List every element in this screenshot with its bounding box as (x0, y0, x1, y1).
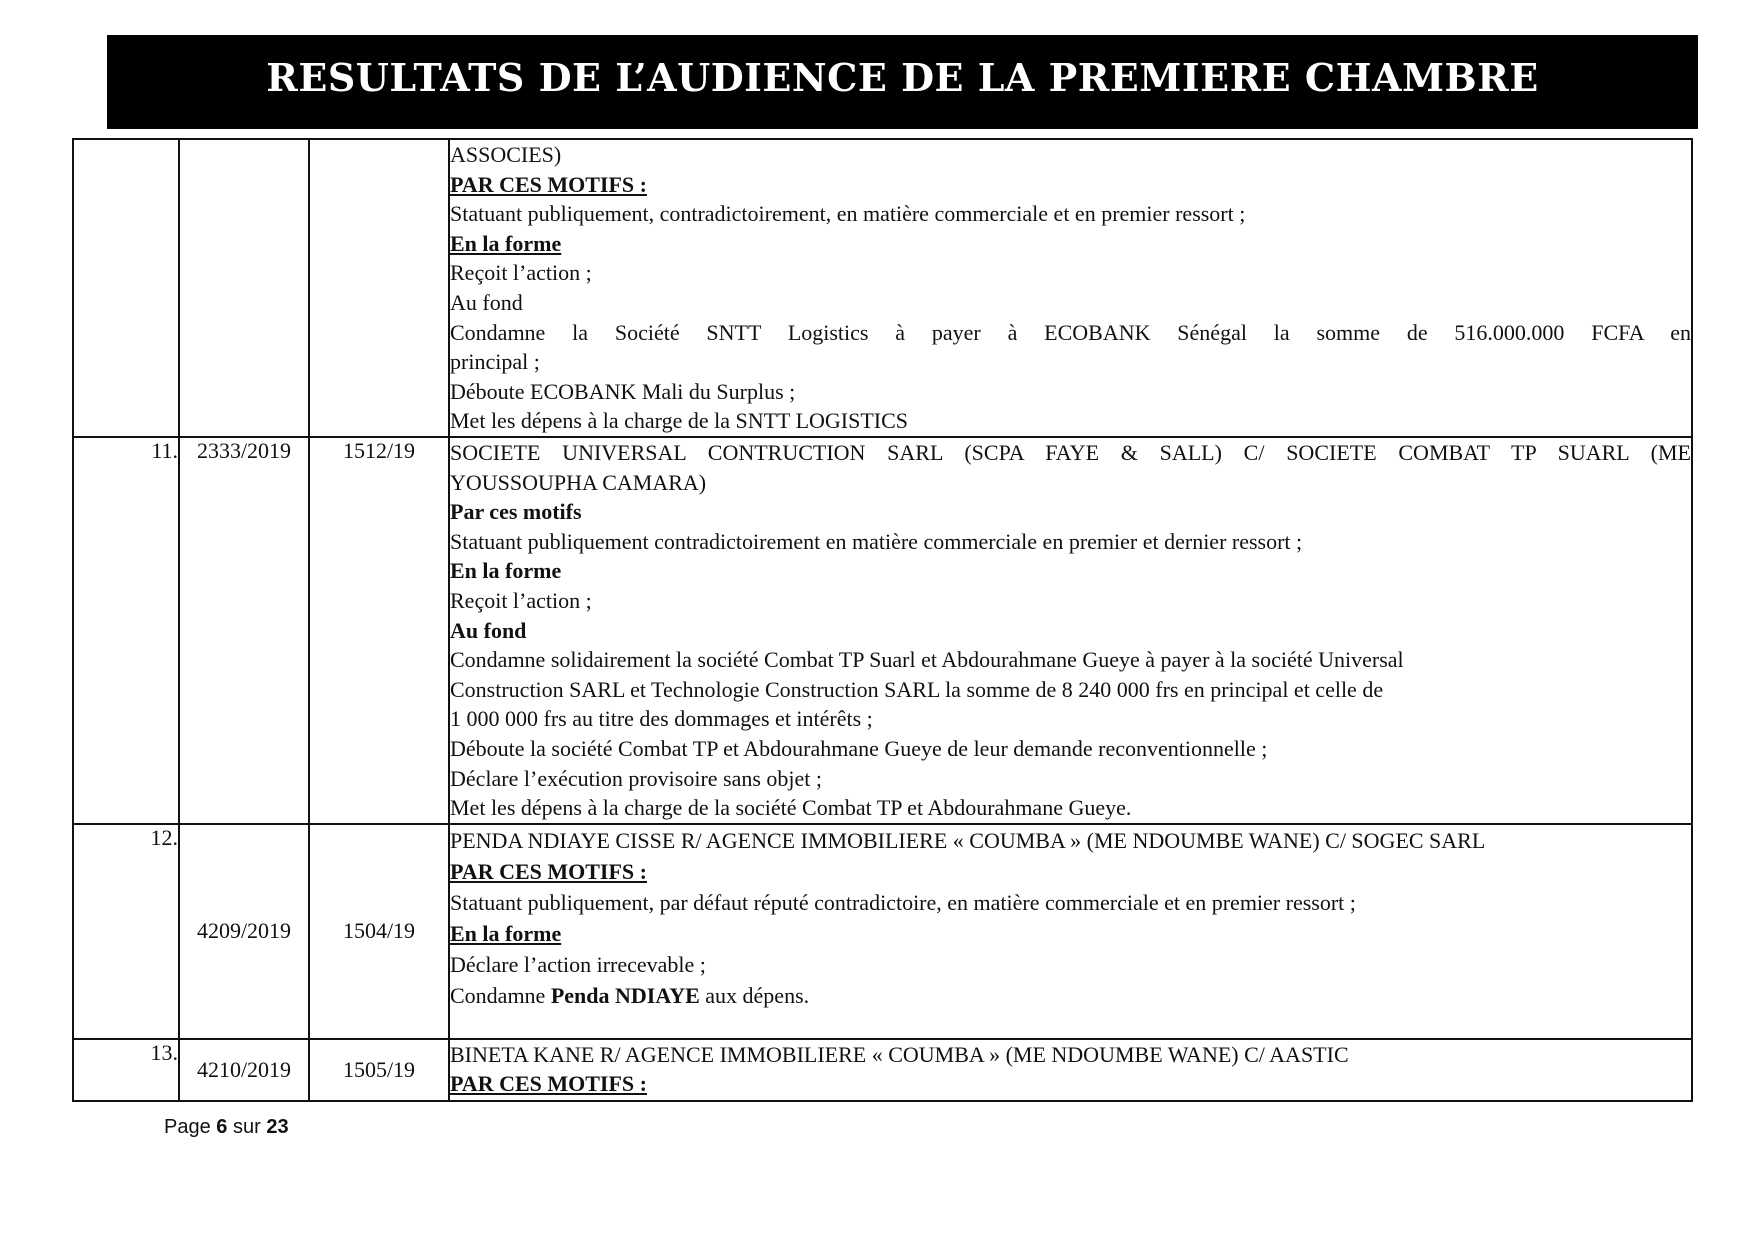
case-number: 13. (73, 1039, 179, 1101)
results-table (72, 138, 1693, 1102)
section-heading: PAR CES MOTIFS : (450, 1071, 647, 1097)
case-text: Condamne (450, 982, 546, 1008)
case-line: YOUSSOUPHA CAMARA) (450, 469, 707, 495)
rg-number (179, 139, 309, 437)
case-line: Construction SARL et Technologie Construction SARL la somme de 8 240 000 frs en principal et celle de (450, 676, 1384, 702)
rg-number: 4209/2019 (179, 824, 309, 1039)
case-line: Condamne solidairement la société Combat TP Suarl et Abdourahmane Gueye à payer à la société Universal (450, 647, 1404, 673)
case-line: Met les dépens à la charge de la SNTT LOGISTICS (450, 408, 909, 434)
case-line: ASSOCIES) (450, 142, 562, 167)
case-line: Reçoit l’action ; (450, 260, 592, 286)
header-banner (107, 35, 1698, 129)
rg-number: 4210/2019 (179, 1039, 309, 1101)
section-heading: En la forme (450, 230, 562, 256)
section-heading: Au fond (450, 617, 527, 643)
case-details (449, 437, 1692, 824)
table-row (73, 1039, 1692, 1101)
case-number: 11. (73, 437, 179, 824)
case-line (450, 980, 1691, 1011)
page-label: Page (164, 1116, 211, 1138)
case-line: Au fond (450, 289, 523, 315)
case-details (449, 1039, 1692, 1101)
section-heading: PAR CES MOTIFS : (450, 171, 647, 197)
section-heading: PAR CES MOTIFS : (450, 858, 647, 884)
case-line: PENDA NDIAYE CISSE R/ AGENCE IMMOBILIERE « COUMBA » (ME NDOUMBE WANE) C/ SOGEC SARL (450, 827, 1486, 853)
judgment-number: 1504/19 (309, 824, 449, 1039)
section-heading: En la forme (450, 558, 562, 584)
case-line: SOCIETE UNIVERSAL CONTRUCTION SARL (SCPA FAYE & SALL) C/ SOCIETE COMBAT TP SUARL (ME (450, 440, 1691, 465)
case-details (449, 824, 1692, 1039)
case-line: Statuant publiquement, contradictoirement, en matière commerciale et en premier ressort ; (450, 201, 1246, 227)
case-line: Condamne la Société SNTT Logistics à payer à ECOBANK Sénégal la somme de 516.000.000 FCFA en (450, 319, 1691, 345)
case-line: Déboute la société Combat TP et Abdourahmane Gueye de leur demande reconventionnelle ; (450, 735, 1268, 761)
party-name: Penda NDIAYE (550, 982, 700, 1008)
case-details (449, 139, 1692, 437)
case-line: Déboute ECOBANK Mali du Surplus ; (450, 378, 796, 404)
case-number: 12. (73, 824, 179, 1039)
judgment-number: 1512/19 (309, 437, 449, 824)
case-line: 1 000 000 frs au titre des dommages et intérêts ; (450, 706, 873, 732)
case-line: Met les dépens à la charge de la société Combat TP et Abdourahmane Gueye. (450, 795, 1132, 821)
table-row (73, 139, 1692, 437)
case-line: Déclare l’exécution provisoire sans objet ; (450, 765, 823, 791)
page-footer (164, 1116, 289, 1139)
case-line: Déclare l’action irrecevable ; (450, 951, 706, 977)
page-sep: sur (232, 1116, 261, 1138)
case-line: principal ; (450, 349, 540, 375)
case-line: Statuant publiquement contradictoirement en matière commerciale en premier et dernier ressort ; (450, 528, 1303, 554)
case-number (73, 139, 179, 437)
case-line: Reçoit l’action ; (450, 587, 592, 613)
page-title: RESULTATS DE L’AUDIENCE DE LA PREMIERE CHAMBRE (266, 54, 1539, 100)
case-line: BINETA KANE R/ AGENCE IMMOBILIERE « COUMBA » (ME NDOUMBE WANE) C/ AASTIC (450, 1041, 1349, 1067)
judgment-number (309, 139, 449, 437)
judgment-number: 1505/19 (309, 1039, 449, 1101)
section-heading: En la forme (450, 920, 562, 946)
table-row (73, 824, 1692, 1039)
case-line: Statuant publiquement, par défaut réputé contradictoire, en matière commerciale et en premier ressort ; (450, 889, 1356, 915)
page-total: 23 (266, 1116, 289, 1138)
table-row (73, 437, 1692, 824)
page-current: 6 (216, 1116, 228, 1138)
case-text: aux dépens. (705, 982, 810, 1008)
rg-number: 2333/2019 (179, 437, 309, 824)
section-heading: Par ces motifs (450, 499, 582, 525)
